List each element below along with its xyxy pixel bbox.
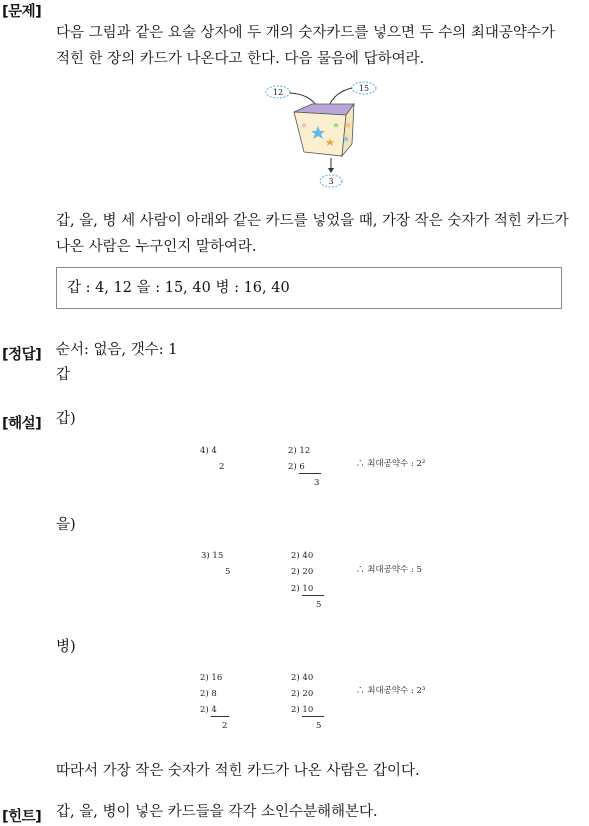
solution-tag: [해설] xyxy=(2,416,42,432)
problem-text-line2: 적힌 한 장의 카드가 나온다고 한다. 다음 물음에 답하여라. xyxy=(56,51,425,67)
division-row: 2) 10 xyxy=(291,584,314,594)
quotient: 3 xyxy=(314,478,320,488)
problem-text-line3: 갑, 을, 병 세 사람이 아래와 같은 카드를 넣었을 때, 가장 작은 숫자가 적힌 카드가 xyxy=(56,213,569,229)
byeong-result: ∴ 최대공약수 : 2³ xyxy=(356,686,426,696)
hint-text: 갑, 을, 병이 넣은 카드들을 각각 소인수분해해본다. xyxy=(56,804,378,820)
division-row: 2) 40 xyxy=(291,673,314,683)
cards-box-text: 갑 : 4, 12 을 : 15, 40 병 : 16, 40 xyxy=(67,280,290,296)
division-underline xyxy=(211,716,229,717)
problem-tag: [문제] xyxy=(2,4,42,20)
answer-line2: 갑 xyxy=(56,367,71,383)
quotient: 5 xyxy=(316,721,322,731)
division-row: 2) 16 xyxy=(200,673,223,683)
byeong-label: 병) xyxy=(56,639,76,655)
eul-result: ∴ 최대공약수 : 5 xyxy=(356,565,422,575)
gap-result: ∴ 최대공약수 : 2² xyxy=(356,459,426,469)
division-row: 2) 10 xyxy=(291,705,314,715)
division-row: 2) 20 xyxy=(291,689,314,699)
division-underline xyxy=(302,595,324,596)
division-row: 2) 8 xyxy=(200,689,217,699)
input-card-right-label: 15 xyxy=(358,84,370,93)
problem-text-line1: 다음 그림과 같은 요술 상자에 두 개의 숫자카드를 넣으면 두 수의 최대공약수가 xyxy=(56,25,555,41)
hint-tag: [힌트] xyxy=(2,809,42,825)
eul-label: 을) xyxy=(56,517,76,533)
cards-box xyxy=(56,267,562,309)
answer-line1: 순서: 없음, 갯수: 1 xyxy=(56,342,178,358)
division-row: 2) 40 xyxy=(291,551,314,561)
division-row: 2) 12 xyxy=(288,446,311,456)
division-row: 3) 15 xyxy=(201,551,224,561)
division-row: 4) 4 xyxy=(200,446,217,456)
output-card-label: 3 xyxy=(328,177,334,186)
division-underline xyxy=(299,473,321,474)
input-card-left-label: 12 xyxy=(272,88,284,97)
answer-tag: [정답] xyxy=(2,347,42,363)
problem-text-line4: 나온 사람은 누구인지 말하여라. xyxy=(56,239,257,255)
division-underline xyxy=(302,716,324,717)
division-row: 2) 20 xyxy=(291,567,314,577)
magic-box-figure xyxy=(262,78,382,190)
division-row: 2) 6 xyxy=(288,462,305,472)
quotient: 5 xyxy=(316,600,322,610)
solution-conclusion: 따라서 가장 작은 숫자가 적힌 카드가 나온 사람은 갑이다. xyxy=(56,763,420,779)
quotient: 2 xyxy=(219,462,225,472)
quotient: 2 xyxy=(222,721,228,731)
gap-label: 갑) xyxy=(56,411,76,427)
quotient: 5 xyxy=(225,567,231,577)
division-row: 2) 4 xyxy=(200,705,217,715)
